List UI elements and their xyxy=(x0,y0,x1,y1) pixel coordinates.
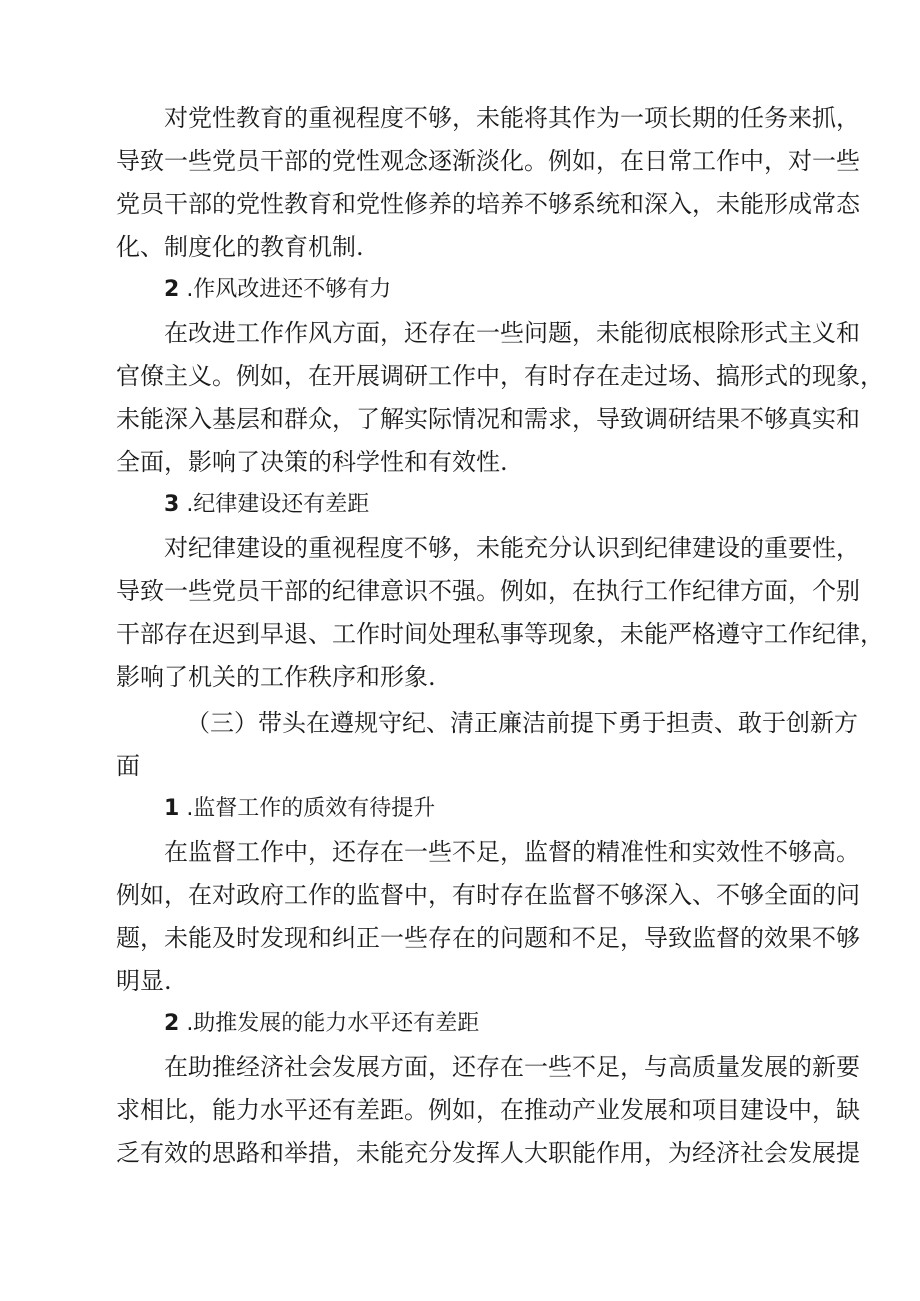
heading-text: .助推发展的能力水平还有差距 xyxy=(186,1011,480,1036)
paragraph-line: 对纪律建设的重视程度不够，未能充分认识到纪律建设的重要性， xyxy=(164,534,860,562)
paragraph-line: 影响了机关的工作秩序和形象. xyxy=(116,663,436,691)
heading-number: 2 xyxy=(164,277,180,302)
paragraph-line: 乏有效的思路和举措，未能充分发挥人大职能作用，为经济社会发展提 xyxy=(116,1139,860,1167)
heading-number: 2 xyxy=(164,1011,180,1036)
heading-text: .作风改进还不够有力 xyxy=(186,277,392,302)
paragraph-line: 官僚主义。例如，在开展调研工作中，有时存在走过场、搞形式的现象， xyxy=(116,362,884,390)
section-heading xyxy=(164,275,391,305)
heading-number: 1 xyxy=(164,796,180,821)
heading-number: 3 xyxy=(164,492,180,517)
paragraph-line: 党员干部的党性教育和党性修养的培养不够系统和深入，未能形成常态 xyxy=(116,190,860,218)
paragraph-line: 例如，在对政府工作的监督中，有时存在监督不够深入、不够全面的问 xyxy=(116,881,860,909)
paragraph-line: 在改进工作作风方面，还存在一些问题，未能彻底根除形式主义和 xyxy=(164,319,860,347)
paragraph-line: 干部存在迟到早退、工作时间处理私事等现象，未能严格遵守工作纪律， xyxy=(116,620,884,648)
chapter-heading: （三）带头在遵规守纪、清正廉洁前提下勇于担责、敢于创新方 xyxy=(186,709,858,737)
paragraph-line: 在监督工作中，还存在一些不足，监督的精准性和实效性不够高。 xyxy=(164,838,860,866)
paragraph-line: 在助推经济社会发展方面，还存在一些不足，与高质量发展的新要 xyxy=(164,1053,860,1081)
paragraph-line: 题，未能及时发现和纠正一些存在的问题和不足，导致监督的效果不够 xyxy=(116,924,860,952)
paragraph-line: 导致一些党员干部的党性观念逐渐淡化。例如，在日常工作中，对一些 xyxy=(116,147,860,175)
section-heading xyxy=(164,490,369,520)
paragraph-line: 求相比，能力水平还有差距。例如，在推动产业发展和项目建设中，缺 xyxy=(116,1096,860,1124)
paragraph-line: 未能深入基层和群众，了解实际情况和需求，导致调研结果不够真实和 xyxy=(116,405,860,433)
paragraph-line: 化、制度化的教育机制. xyxy=(116,233,364,261)
paragraph-line: 明显. xyxy=(116,967,172,995)
heading-text: .纪律建设还有差距 xyxy=(186,492,370,517)
chapter-heading-continued: 面 xyxy=(116,752,140,780)
heading-text: .监督工作的质效有待提升 xyxy=(186,796,436,821)
paragraph-line: 全面，影响了决策的科学性和有效性. xyxy=(116,448,508,476)
paragraph-line: 对党性教育的重视程度不够，未能将其作为一项长期的任务来抓， xyxy=(164,104,860,132)
section-heading xyxy=(164,794,435,824)
section-heading xyxy=(164,1009,479,1039)
paragraph-line: 导致一些党员干部的纪律意识不强。例如，在执行工作纪律方面，个别 xyxy=(116,577,860,605)
